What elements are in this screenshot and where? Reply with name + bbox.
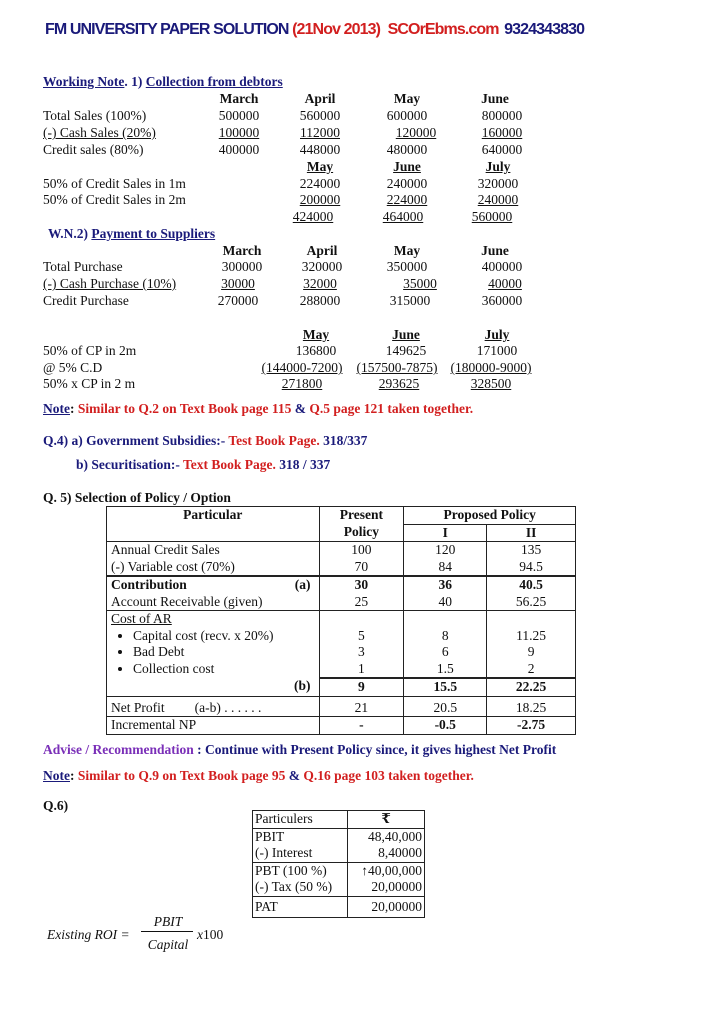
q6-head-label: Particulers [253, 811, 348, 829]
wn2-cell: (180000-9000) [450, 360, 532, 375]
q4-a-ref: Test Book Page. [228, 433, 320, 448]
cell-value: 21 [319, 696, 404, 717]
formula-denominator: Capital [147, 937, 189, 952]
wn2-cell: 400000 [481, 259, 523, 274]
cell-value: 36 40 [404, 576, 487, 611]
cell-value: 15.5 [404, 678, 487, 696]
fraction-bar [141, 931, 193, 932]
q4-a [43, 433, 367, 449]
table-row [107, 717, 576, 735]
cell-label: PAT [253, 896, 348, 918]
wn2-cell: 328500 [470, 376, 512, 391]
q4-b-label: b) Securitisation:- [76, 457, 180, 472]
wn2-cell: 300000 [221, 259, 263, 274]
header-site: SCOrEbms.com [387, 21, 499, 38]
wn1-cell: 200000 [299, 192, 341, 207]
wn1-title-num: . 1) [124, 74, 143, 89]
cell-value: - [319, 717, 404, 735]
wn2-month: April [306, 243, 338, 258]
wn1-month2: May [306, 159, 334, 174]
th-proposed: Proposed Policy [404, 507, 576, 525]
cell-value: 11.25 9 2 [487, 611, 576, 679]
table-row [107, 611, 576, 679]
table-row [107, 542, 576, 577]
header-date: (21Nov 2013) [292, 21, 381, 38]
cell-value: 30 25 [319, 576, 404, 611]
th-present-2: Policy [319, 524, 404, 542]
wn1-month-june: June [481, 91, 509, 106]
cell-value: 9 [319, 678, 404, 696]
q5-title: Q. 5) Selection of Policy / Option [43, 490, 231, 505]
wn1-cell: 224000 [299, 176, 341, 191]
q4-b-pages: 318 / 337 [279, 457, 331, 472]
wn2-cell: 320000 [301, 259, 343, 274]
formula-multiplier: x100 [197, 927, 224, 942]
cell-label: PBIT (-) Interest [253, 828, 348, 862]
wn1-cell: 224000 [386, 192, 428, 207]
wn2-row-label: Total Purchase [43, 259, 123, 274]
wn1-cell: 320000 [477, 176, 519, 191]
wn1-month2: July [485, 159, 511, 174]
wn1-title-text: Collection from debtors [145, 74, 283, 89]
note-label: Note [43, 401, 70, 416]
wn2-cell: 271800 [281, 376, 323, 391]
wn2-month2: July [484, 327, 510, 342]
wn2-month2: May [302, 327, 330, 342]
wn2-cell: 171000 [476, 343, 518, 358]
advise [43, 742, 556, 758]
cell-value: 8 6 1.5 [404, 611, 487, 679]
header-title: FM UNIVERSITY PAPER SOLUTION [45, 21, 289, 38]
q6-table [252, 810, 425, 918]
wn1-cell: 240000 [477, 192, 519, 207]
wn1-title [43, 74, 283, 90]
wn1-row-label: Total Sales (100%) [43, 108, 147, 123]
wn2-row-label: (-) Cash Purchase (10%) [43, 276, 177, 291]
formula-lhs: Existing ROI = [47, 927, 130, 942]
cell-label: Annual Credit Sales (-) Variable cost (70%) [107, 542, 320, 577]
note-amp: & [291, 401, 310, 416]
cell-value: 20,00000 [348, 896, 425, 918]
note-ref: Q.5 page 121 taken together. [309, 401, 474, 416]
wn2-cell: (157500-7875) [356, 360, 438, 375]
wn2-month: March [222, 243, 262, 258]
wn2-cell: 270000 [217, 293, 259, 308]
table-row [253, 828, 425, 862]
wn1-cell: 640000 [481, 142, 523, 157]
wn1-cell: 400000 [218, 142, 260, 157]
wn2-cell: 136800 [295, 343, 337, 358]
wn2-row-label: Credit Purchase [43, 293, 129, 308]
cell-value: 120 84 [404, 542, 487, 577]
wn2-row2-label: @ 5% C.D [43, 360, 103, 375]
wn2-title-text: Payment to Suppliers [91, 226, 216, 241]
wn1-total: 464000 [382, 209, 424, 224]
wn1-cell: 500000 [218, 108, 260, 123]
table-row [107, 678, 576, 696]
wn1-row2-label: 50% of Credit Sales in 1m [43, 176, 186, 191]
wn1-cell: 448000 [299, 142, 341, 157]
q4-b-ref: Text Book Page. [183, 457, 276, 472]
note-ref: Similar to Q.2 on Text Book page 115 [77, 401, 292, 416]
wn1-cell: 800000 [481, 108, 523, 123]
cell-label: Net Profit (a-b) . . . . . . [107, 696, 320, 717]
note-ref: Q.16 page 103 taken together. [303, 768, 474, 783]
wn1-month-march: March [219, 91, 259, 106]
wn2-cell: 360000 [481, 293, 523, 308]
cell-value: 22.25 [487, 678, 576, 696]
wn1-cell: 100000 [218, 125, 260, 140]
table-row [253, 862, 425, 896]
wn1-row-label: Credit sales (80%) [43, 142, 144, 157]
wn1-cell: 600000 [386, 108, 428, 123]
q4-a-label: Q.4) a) Government Subsidies:- [43, 433, 226, 448]
wn1-title-prefix: Working Note [43, 74, 125, 89]
cell-value: ↑40,00,000 20,00000 [348, 862, 425, 896]
wn1-row2-label: 50% of Credit Sales in 2m [43, 192, 186, 207]
wn2-month: May [393, 243, 421, 258]
cell-value: -2.75 [487, 717, 576, 735]
cell-value: 48,40,000 8,40000 [348, 828, 425, 862]
rupee-icon: ₹ [348, 811, 425, 829]
q4-b [76, 457, 330, 473]
wn2-cell: 288000 [299, 293, 341, 308]
page-header [45, 21, 584, 39]
wn1-cell: 240000 [386, 176, 428, 191]
note-1 [43, 401, 473, 417]
cell-value: 135 94.5 [487, 542, 576, 577]
wn2-month2: June [392, 327, 420, 342]
wn1-total: 560000 [471, 209, 513, 224]
table-row [107, 696, 576, 717]
wn1-cell: 160000 [481, 125, 523, 140]
wn1-month-april: April [304, 91, 336, 106]
q4-a-pages: 318/337 [323, 433, 368, 448]
wn1-cell: 480000 [386, 142, 428, 157]
cell-value: 18.25 [487, 696, 576, 717]
wn2-row2-label: 50% of CP in 2m [43, 343, 137, 358]
wn2-cell: 32000 [303, 276, 337, 291]
note-ref: Similar to Q.9 on Text Book page 95 [77, 768, 286, 783]
wn1-month-may: May [393, 91, 421, 106]
note-label: Note [43, 768, 70, 783]
table-row [253, 896, 425, 918]
wn2-cell: 40000 [488, 276, 522, 291]
wn1-cell: 560000 [299, 108, 341, 123]
wn2-cell: 350000 [386, 259, 428, 274]
th-present: Present [319, 507, 404, 525]
wn2-cell: (144000-7200) [261, 360, 343, 375]
cell-value: 20.5 [404, 696, 487, 717]
cell-label: PBT (100 %) (-) Tax (50 %) [253, 862, 348, 896]
advise-label: Advise / Recommendation [43, 742, 194, 757]
wn1-cell: 120000 [395, 125, 437, 140]
table-row [107, 576, 576, 611]
cell-value: 5 3 1 [319, 611, 404, 679]
wn2-row2-label: 50% x CP in 2 m [43, 376, 136, 391]
th-particular: Particular [107, 507, 320, 542]
formula-numerator: PBIT [153, 914, 183, 929]
wn1-cell: 112000 [300, 125, 340, 140]
header-phone: 9324343830 [504, 21, 585, 38]
th-i: I [404, 524, 487, 542]
wn2-title [48, 226, 215, 242]
advise-text: : Continue with Present Policy since, it gives highest Net Profit [193, 742, 557, 757]
wn2-month: June [481, 243, 509, 258]
wn2-cell: 149625 [385, 343, 427, 358]
wn2-cell: 30000 [221, 276, 255, 291]
th-ii: II [487, 524, 576, 542]
cell-value: -0.5 [404, 717, 487, 735]
note-sep: : [70, 401, 78, 416]
cell-label: Contribution (a) Account Receivable (given) [107, 576, 320, 611]
note-2 [43, 768, 474, 784]
wn1-row-label: (-) Cash Sales (20%) [43, 125, 156, 140]
cell-value: 100 70 [319, 542, 404, 577]
cell-label: Incremental NP [107, 717, 320, 735]
note-amp: & [285, 768, 304, 783]
policy-table [106, 506, 576, 735]
cell-value: 40.5 56.25 [487, 576, 576, 611]
cell-label: Cost of AR • Capital cost (recv. x 20%) • Bad Debt • Collection cost [107, 611, 320, 679]
wn2-cell: 293625 [378, 376, 420, 391]
wn1-month2: June [393, 159, 421, 174]
note-sep: : [70, 768, 78, 783]
q6-title: Q.6) [43, 798, 69, 813]
wn2-cell: 315000 [389, 293, 431, 308]
wn2-title-prefix: W.N.2) [48, 226, 89, 241]
wn2-cell: 35000 [403, 276, 437, 291]
cell-label: (b) [107, 678, 320, 696]
wn1-total: 424000 [292, 209, 334, 224]
